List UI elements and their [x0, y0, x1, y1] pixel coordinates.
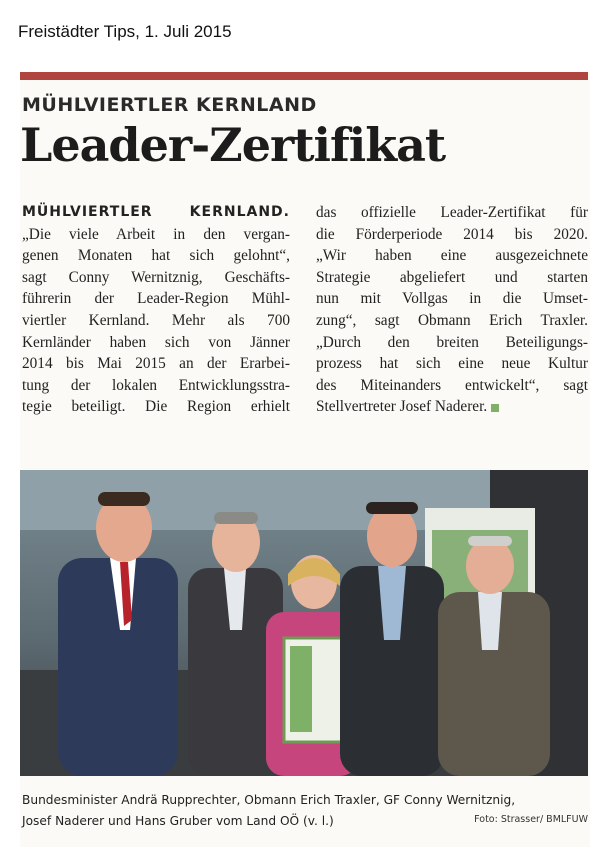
- person-1: [58, 492, 178, 776]
- article-line-text: Stellvertreter Josef Naderer.: [316, 398, 488, 416]
- article-line: viertler Kernland. Mehr als 700: [22, 311, 290, 329]
- photo-caption: [22, 790, 588, 832]
- caption-line: Bundesminister Andrä Rupprechter, Obmann Erich Traxler, GF Conny Wernitznig,: [22, 793, 516, 807]
- article-line: prozess hat sich eine neue Kultur: [316, 355, 588, 373]
- article-line: sagt Conny Wernitznig, Geschäfts-: [22, 268, 290, 286]
- newspaper-clipping: [20, 72, 590, 847]
- article-column-left: [22, 202, 290, 418]
- article-line: genen Monaten hat sich gelohnt“,: [22, 247, 290, 265]
- kicker: MÜHLVIERTLER KERNLAND: [22, 94, 317, 116]
- article-line: nun mit Vollgas in die Umset-: [316, 290, 588, 308]
- certificate-graphic: [290, 646, 312, 732]
- article-line: Strategie abgeliefert und starten: [316, 268, 588, 286]
- article-line: des Miteinanders entwickelt“, sagt: [316, 376, 588, 394]
- end-mark-icon: [491, 404, 499, 412]
- dateline: MÜHLVIERTLER KERNLAND.: [22, 204, 290, 220]
- article-line-final: [316, 396, 588, 418]
- photo-credit: Foto: Strasser/ BMLFUW: [474, 814, 588, 825]
- article-line: 2014 bis Mai 2015 an der Erarbei-: [22, 355, 290, 373]
- article-line: führerin der Leader-Region Mühl-: [22, 290, 290, 308]
- source-line: Freistädter Tips, 1. Juli 2015: [18, 22, 232, 41]
- article-line: die Förderperiode 2014 bis 2020.: [316, 225, 588, 243]
- article-line: das offizielle Leader-Zertifikat für: [316, 204, 588, 221]
- group-photo-illustration: [20, 470, 588, 776]
- article-line: zung“, sagt Obmann Erich Traxler.: [316, 311, 588, 329]
- top-rule: [20, 72, 588, 80]
- headline: Leader-Zertifikat: [20, 118, 446, 172]
- caption-line: Josef Naderer und Hans Gruber vom Land OÖ (v. l.): [22, 814, 334, 828]
- article-column-right: [316, 202, 588, 418]
- group-photo: [20, 470, 588, 776]
- article-line: tegie beteiligt. Die Region erhielt: [22, 398, 290, 416]
- article-line: „Durch den breiten Beteiligungs-: [316, 333, 588, 351]
- article-line: Kernländer haben sich von Jänner: [22, 333, 290, 351]
- article-line: tung der lokalen Entwicklungsstra-: [22, 376, 290, 394]
- article-line: „Die viele Arbeit in den vergan-: [22, 225, 290, 243]
- article-line: „Wir haben eine ausgezeichnete: [316, 247, 588, 265]
